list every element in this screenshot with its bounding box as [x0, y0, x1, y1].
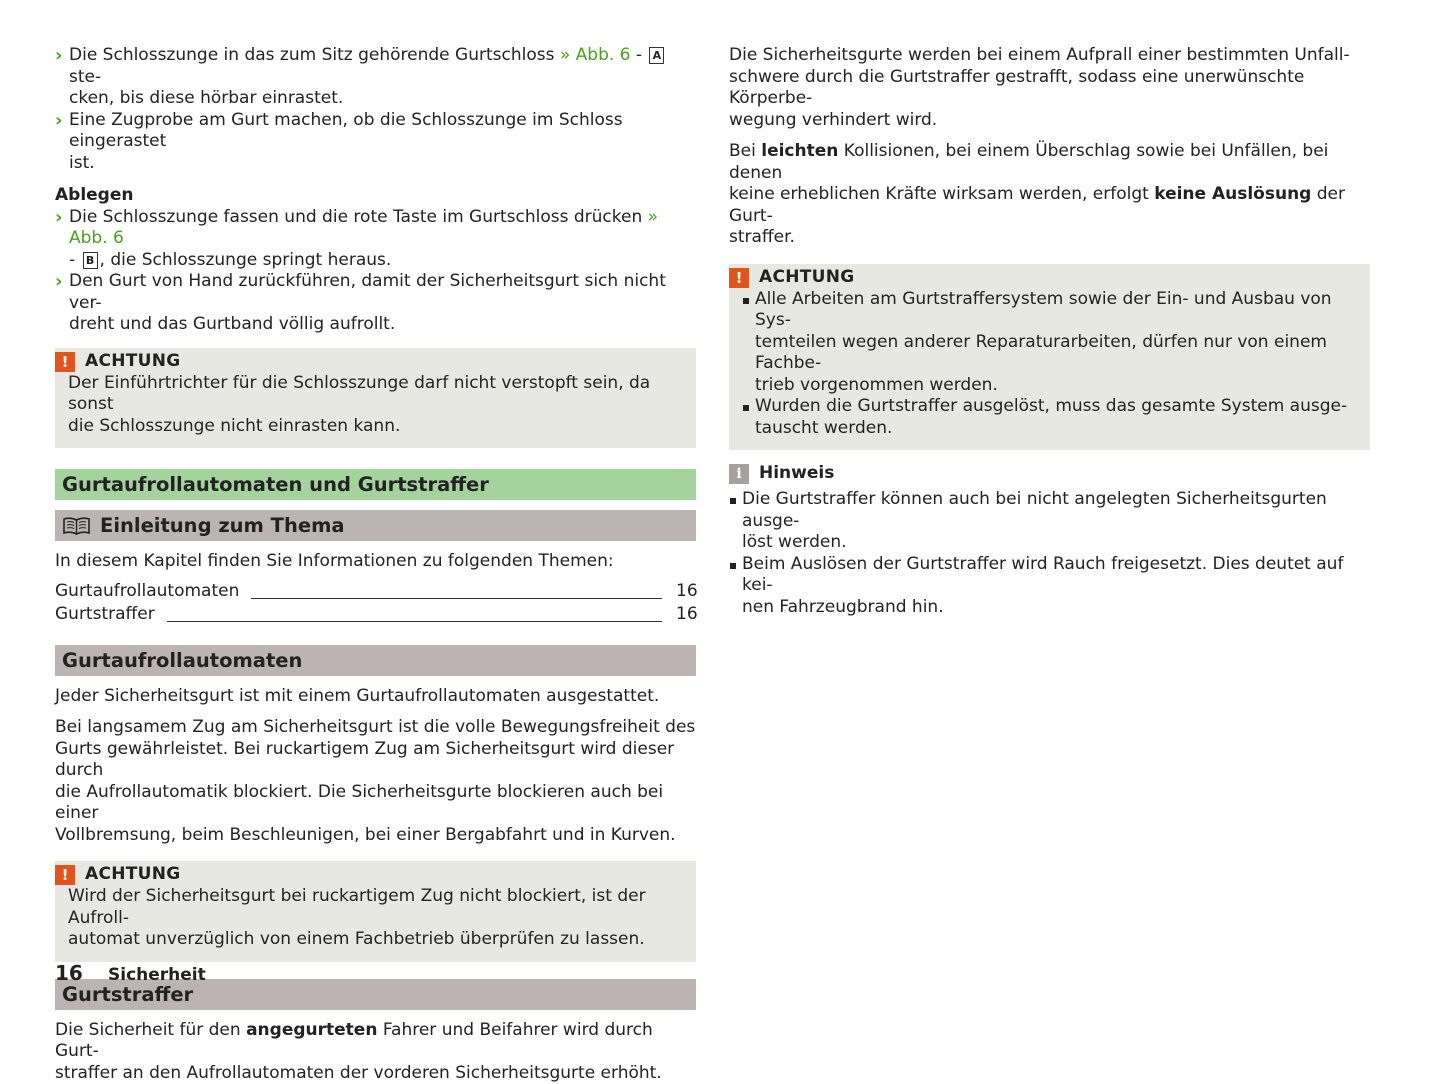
warning-box-3	[729, 264, 1370, 451]
right-paragraph-1: Die Sicherheitsgurte werden bei einem Aufprall einer bestimmten Unfall- schwere durch die Gurtstraffer gestrafft, sodass eine unerwünschte Körperbe- wegung verhindert wird.	[729, 45, 1370, 131]
warning-text: Der Einführtrichter für die Schlosszunge darf nicht verstopft sein, da sonst die Schlosszunge nicht einrasten kann.	[55, 373, 696, 438]
right-column	[729, 45, 1370, 618]
warning-title: ACHTUNG	[85, 864, 181, 886]
warning-list-item: Alle Arbeiten am Gurtstraffersystem sowie der Ein- und Ausbau von Sys- temteilen wegen anderer Reparaturarbeiten, dürfen nur von einem Fachbe- trieb vorgenommen werden.	[742, 289, 1356, 397]
warning-box-2	[55, 861, 696, 962]
key-b-label: B	[83, 252, 98, 269]
warning-icon: !	[729, 268, 749, 288]
warning-icon: !	[55, 352, 75, 372]
warning-header	[729, 267, 1370, 289]
note-box	[729, 463, 1370, 618]
bullet-square-icon	[743, 405, 749, 411]
page-footer	[55, 963, 206, 987]
warning-icon: !	[55, 865, 75, 885]
note-list-item: Die Gurtstraffer können auch bei nicht angelegten Sicherheitsgurten ausge- löst werden.	[729, 489, 1370, 554]
page-number: 16	[55, 963, 108, 985]
figure-link[interactable]: » Abb. 6	[69, 207, 658, 249]
toc-list	[55, 580, 696, 626]
warning-header	[55, 864, 696, 886]
step-pull-test: › Eine Zugprobe am Gurt machen, ob die Schlosszunge im Schloss eingerastet ist.	[55, 110, 696, 175]
intro-text: In diesem Kapitel finden Sie Informationen zu folgenden Themen:	[55, 551, 696, 573]
section1-paragraph-1: Jeder Sicherheitsgurt ist mit einem Gurtaufrollautomaten ausgestattet.	[55, 686, 696, 708]
left-column	[55, 45, 696, 1084]
toc-leader	[167, 621, 662, 622]
warning-list-item: Wurden die Gurtstraffer ausgelöst, muss das gesamte System ausge- tauscht werden.	[742, 396, 1356, 439]
step-guide-belt: › Den Gurt von Hand zurückführen, damit der Sicherheitsgurt sich nicht ver- dreht und das Gurtband völlig aufrollt.	[55, 271, 696, 336]
warning-header	[55, 351, 696, 373]
book-icon	[62, 516, 91, 536]
intro-title: Einleitung zum Thema	[100, 510, 345, 541]
ablegen-heading: Ablegen	[55, 185, 696, 207]
bullet-square-icon	[730, 498, 736, 504]
section2-paragraph: Die Sicherheit für den angegurteten Fahrer und Beifahrer wird durch Gurt- straffer an den Aufrollautomaten der vorderen Sicherheitsgurte erhöht.	[55, 1020, 696, 1084]
key-a-label: A	[649, 47, 664, 64]
warning-title: ACHTUNG	[759, 267, 855, 289]
right-paragraph-2: Bei leichten Kollisionen, bei einem Überschlag sowie bei Unfällen, bei denen keine erheblichen Kräfte wirksam werden, erfolgt keine Auslösung der Gurt- straffer.	[729, 141, 1370, 249]
bullet-square-icon	[730, 563, 736, 569]
note-title: Hinweis	[759, 463, 834, 485]
warning-box-1	[55, 348, 696, 449]
figure-link[interactable]: » Abb. 6	[560, 45, 631, 65]
section-heading-gurtaufrollautomaten: Gurtaufrollautomaten	[55, 645, 696, 676]
section1-paragraph-2: Bei langsamem Zug am Sicherheitsgurt ist die volle Bewegungsfreiheit des Gurts gewährleistet. Bei ruckartigem Zug am Sicherheitsgurt wird dieser durch die Aufrollautomatik blockiert. Die Sicherheitsgurte blockieren auch bei einer Vollbremsung, beim Beschleunigen, bei einer Bergabfahrt und in Kurven.	[55, 717, 696, 846]
chapter-title: Gurtaufrollautomaten und Gurtstraffer	[55, 469, 696, 500]
chevron-right-icon: ›	[55, 110, 62, 132]
step-text: Die Schlosszunge in das zum Sitz gehörende Gurtschloss	[69, 45, 560, 65]
step-release-tongue: › Die Schlosszunge fassen und die rote Taste im Gurtschloss drücken » Abb. 6 - B , die Schlosszunge springt heraus.	[55, 207, 696, 272]
intro-heading	[55, 510, 696, 541]
footer-section: Sicherheit	[108, 965, 206, 987]
toc-item[interactable]: Gurtaufrollautomaten 16	[55, 580, 696, 603]
info-icon: i	[729, 464, 749, 484]
chevron-right-icon: ›	[55, 45, 62, 67]
warning-text: Wird der Sicherheitsgurt bei ruckartigem Zug nicht blockiert, ist der Aufroll- automat unverzüglich von einem Fachbetrieb überprüfen zu lassen.	[55, 886, 696, 951]
bullet-square-icon	[743, 298, 749, 304]
note-header	[729, 463, 1370, 485]
section-heading-gurtstraffer: Gurtstraffer	[55, 979, 696, 1010]
toc-leader	[251, 598, 662, 599]
note-list-item: Beim Auslösen der Gurtstraffer wird Rauch freigesetzt. Dies deutet auf kei- nen Fahrzeugbrand hin.	[729, 554, 1370, 619]
step-insert-tongue: › Die Schlosszunge in das zum Sitz gehörende Gurtschloss » Abb. 6 - A ste- cken, bis diese hörbar einrastet.	[55, 45, 696, 110]
warning-title: ACHTUNG	[85, 351, 181, 373]
chevron-right-icon: ›	[55, 207, 62, 229]
chevron-right-icon: ›	[55, 271, 62, 293]
toc-item[interactable]: Gurtstraffer 16	[55, 603, 696, 626]
